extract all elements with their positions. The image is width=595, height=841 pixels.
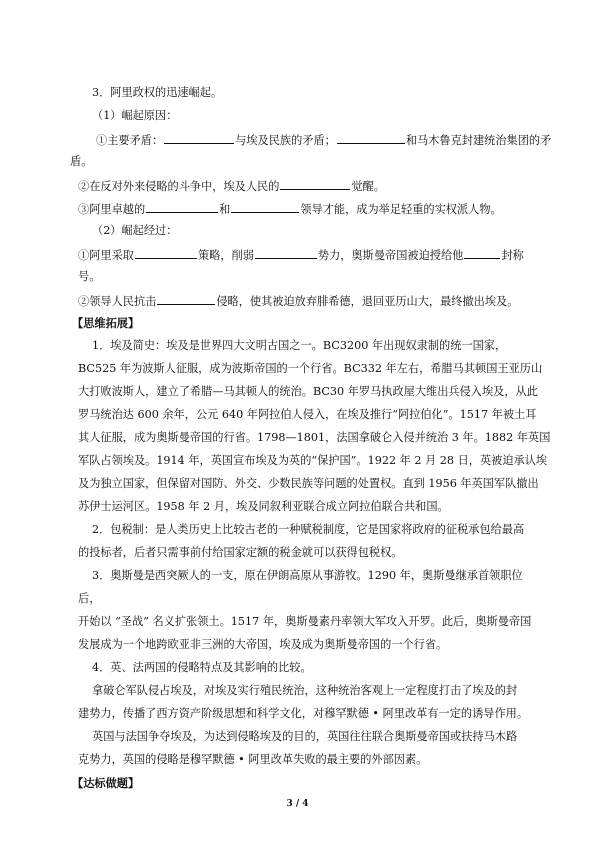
reason-1-line: ①主要矛盾： 与埃及民族的矛盾； 和马木鲁克封建统治集团的矛 [78,130,548,148]
expand-heading: 【思维拓展】 [72,316,140,330]
item1-line: 军队占领埃及。1914 年，英国宣布埃及为英的“保护国”。1922 年 2 月 28 日，英被迫承认埃 [78,454,548,467]
item4-para2-line: 克势力，英国的侵略是穆罕默德 • 阿里改革失败的最主要的外部因素。 [78,753,428,766]
item3-line: 开始以 “圣战” 名义扩张领土。1517 年，奥斯曼素丹率领大军攻入开罗。此后，奥斯曼帝国 [78,615,532,628]
fill-blank [157,291,215,305]
process-heading: （2）崛起经过： [92,224,178,237]
fill-blank [280,176,350,190]
reason-1-wrap: 盾。 [70,155,93,168]
item3-line: 发展成为一个地跨欧亚非三洲的大帝国，埃及成为奥斯曼帝国的一个行省。 [78,638,448,651]
item2-line: 2．包税制：是人类历史上比较古老的一种赋税制度，它是国家将政府的征税承包给最高 [92,523,525,536]
item1-line: 苏伊士运河区。1958 年 2 月，埃及同叙利亚联合成立阿拉伯联合共和国。 [78,500,449,513]
process-1-wrap: 号。 [78,270,101,283]
process-2-line: ②领导人民抗击 侵略，使其被迫放弃腓希德，退回亚历山大，最终撤出埃及。 [78,291,548,309]
item2-line: 的投标者，后者只需事前付给国家定额的税金就可以获得包税权。 [78,546,403,559]
item4-title: 4．英、法两国的侵略特点及其影响的比较。 [92,661,312,674]
reasons-heading: （1）崛起原因： [92,109,178,122]
process-1-line: ①阿里采取 策略，削弱 势力，奥斯曼帝国被迫授给他 封称 [78,245,548,263]
practice-heading: 【达标做题】 [72,776,140,790]
fill-blank [255,245,317,259]
item3-line: 3．奥斯曼是西突厥人的一支，原在伊朗高原从事游牧。1290 年，奥斯曼继承首领职位 [92,569,523,582]
reason-2-line: ②在反对外来侵略的斗争中，埃及人民的 觉醒。 [78,176,548,194]
fill-blank [337,130,405,144]
item4-para1-line: 建势力，传播了西方资产阶级思想和科学文化，对穆罕默德 • 阿里改革有一定的诱导作用。 [78,707,529,720]
fill-blank [146,199,218,213]
fill-blank [231,199,299,213]
fill-blank [164,130,234,144]
item1-line: 其人征服，成为奥斯曼帝国的行省。1798—1801，法国拿破仑入侵并统治 3 年。1882 年英国 [78,431,551,444]
item3-line: 后， [78,592,101,605]
item1-line: 大打败波斯人，建立了希腊—马其顿人的统治。BC30 年罗马执政屋大维出兵侵入埃及，从此 [78,385,538,398]
fill-blank [135,245,197,259]
reason-3-line: ③阿里卓越的 和 领导才能，成为举足轻重的实权派人物。 [78,199,548,217]
document-page [70,84,552,797]
item1-line: 及为独立国家，但保留对国防、外交、少数民族等问题的处置权。直到 1956 年英国军队撤出 [78,477,539,490]
page-number: 3 / 4 [286,799,309,809]
item4-para2-line: 英国与法国争夺埃及，为达到侵略埃及的目的，英国往往联合奥斯曼帝国或扶持马木路 [92,730,518,743]
item1-line: 罗马统治达 600 余年，公元 640 年阿拉伯人侵入，在埃及推行“阿拉伯化”。1517 年被土耳 [78,408,537,421]
fill-blank [464,245,500,259]
item4-para1-line: 拿破仑军队侵占埃及，对埃及实行殖民统治，这种统治客观上一定程度打击了埃及的封 [92,684,518,697]
item1-line: BC525 年为波斯人征服，成为波斯帝国的一个行省。BC332 年左右，希腊马其顿国王亚历山 [78,362,543,375]
section-3-title: 3．阿里政权的迅速崛起。 [92,86,223,99]
item1-line: 1．埃及简史：埃及是世界四大文明古国之一。BC3200 年出现奴隶制的统一国家， [92,339,507,352]
